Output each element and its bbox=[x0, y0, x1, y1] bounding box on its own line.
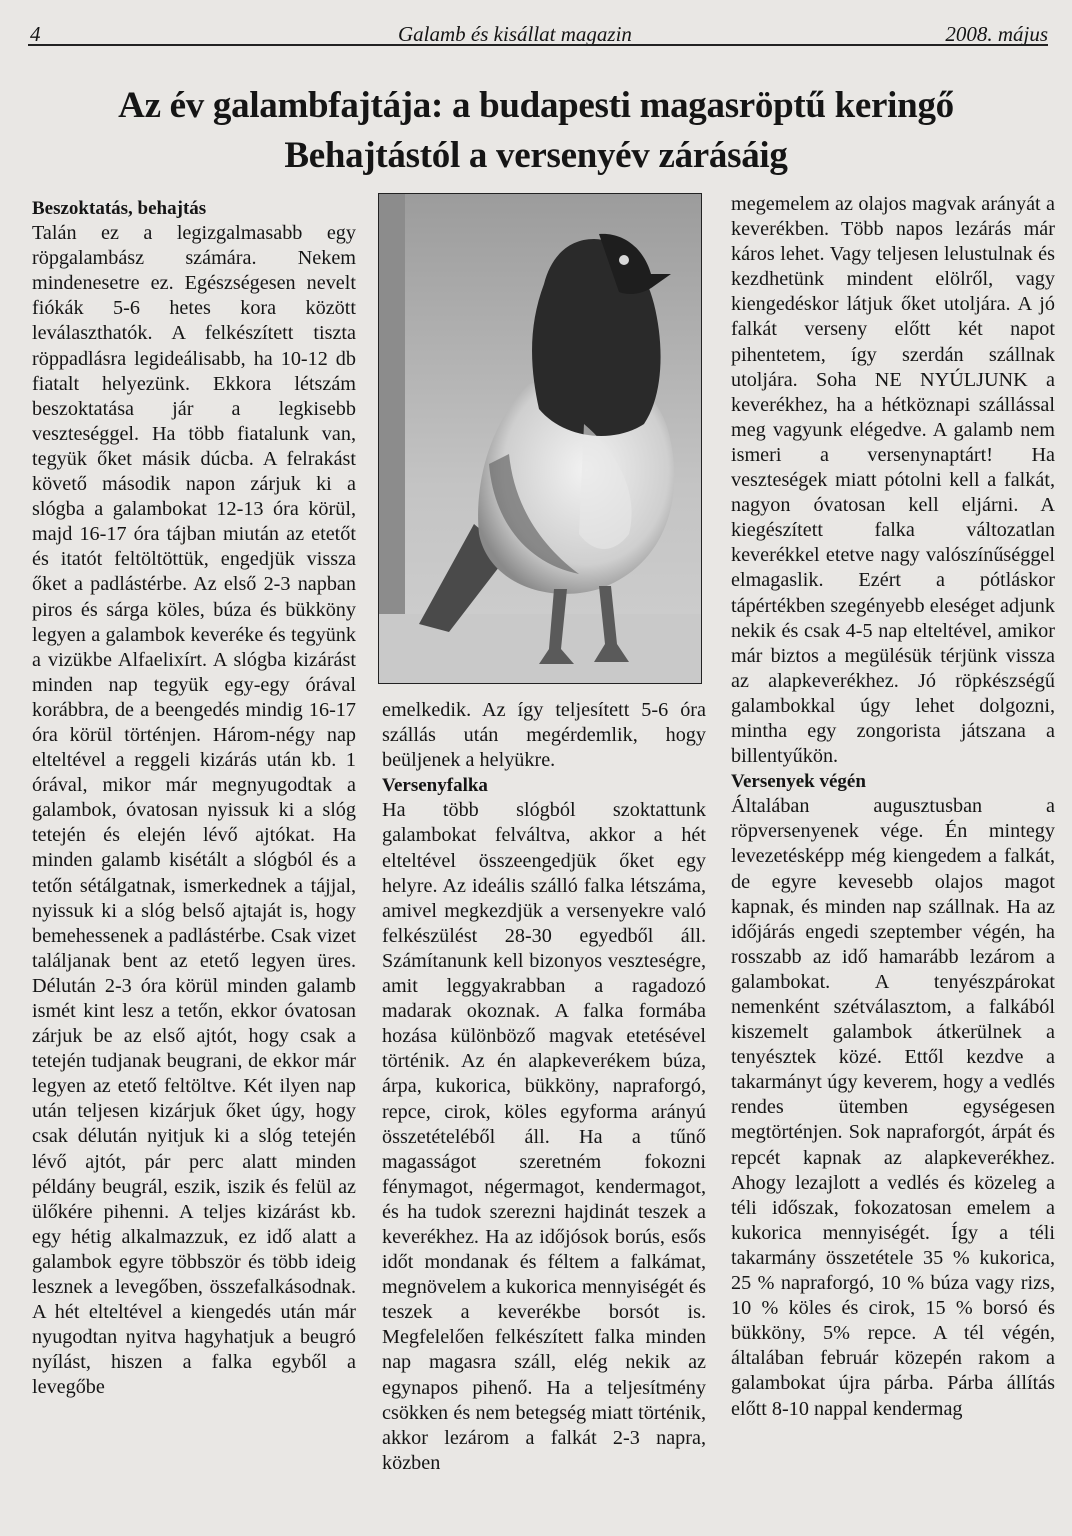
running-header bbox=[0, 18, 1072, 46]
page-number: 4 bbox=[30, 22, 41, 46]
issue-date: 2008. május bbox=[945, 22, 1048, 46]
column-3 bbox=[731, 192, 1055, 1422]
pigeon-photo-icon bbox=[379, 194, 701, 683]
magazine-name: Galamb és kisállat magazin bbox=[398, 22, 632, 46]
article-title: Az év galambfajtája: a budapesti magasröptű keringő bbox=[118, 85, 954, 126]
column-1 bbox=[32, 196, 356, 1401]
column-2-text-a: emelkedik. Az így teljesített 5-6 óra szállás után megérdemlik, hogy beüljenek a helyükre. bbox=[382, 699, 706, 772]
section-heading-versenyfalka: Versenyfalka bbox=[382, 775, 488, 797]
pigeon-photo bbox=[378, 193, 702, 684]
section-heading-beszoktatas: Beszoktatás, behajtás bbox=[32, 198, 207, 219]
column-2 bbox=[382, 698, 706, 1476]
column-3-text-b: Általában augusztusban a röpversenyenek vége. Én mintegy levezetésképp még kiengedem a falkát, de egyre kevesebb olajos magot kapnak, és minden nap szállnak. Ha az időjárás engedi szeptember végén, ha rosszabb az idő hamarább lezárom a galambokat. A tenyészpárokat nemenként szétválasztom, a falkából kiszemelt galambok átkerülnek a tenyésztek közé. Ettől kezdve a takarmányt úgy keverem, hogy a vedlés rendes ütemben egységesen megtörténjen. Sok napraforgót, árpát és repcét kapnak az alapkeverékhez. Ahogy lezajlott a vedlés és közeleg a téli időszak, fokozatosan emelem a kukorica mennyiségét. Így a téli takarmány összetétele 35 % kukorica, 25 % napraforgó, 10 % búza vagy rizs, 10 % köles és cirok, 15 % borsó és bükköny, 5% repce. A tél végén, általában február közepén rakom a galambokat újra párba. Párba állítás előtt 8-10 nappal kendermag bbox=[731, 795, 1055, 1420]
header-rule bbox=[28, 44, 1048, 46]
column-2-text-b: Ha több slógból szoktattunk galambokat felváltva, akkor a hét elteltével összeengedjük őket egy helyre. Az ideális szálló falka létszáma, amivel megkezdjük a versenyekre való felkészülést 28-30 egyedből áll. Számítanunk kell bizonyos veszteségre, amit leggyakrabban a ragadozó madarak okoznak. A falka formába hozása különböző magvak etetésével történik. Az én alapkeverékem búza, árpa, kukorica, bükköny, napraforgó, repce, cirok, köles egyforma arányú összetételéből áll. Ha a tűnő magasságot szeretném fokozni fénymagot, négermagot, kendermagot, és ha tudok szerezni hajdinát teszek a keverékhez. Ha az időjósok borús, esős időt mondanak és féltem a falkámat, megnövelem a kukorica mennyiségét és teszek a keverékbe borsót is. Megfelelően felkészített falka minden nap magasra száll, elég nekik az egynapos pihenő. Ha a teljesítmény csökken és nem betegség miatt történik, akkor lezárom a falkát 2-3 napra, közben bbox=[382, 799, 706, 1474]
article-subtitle: Behajtástól a versenyév zárásáig bbox=[284, 135, 788, 176]
section-heading-versenyek-vegen: Versenyek végén bbox=[731, 771, 866, 793]
column-1-text: Talán ez a legizgalmasabb egy röpgalambász számára. Nekem mindenesetre ez. Egészségesen nevelt fiókák 5-6 hetes kora között leválaszthatók. A felkészített tiszta röppadlásra legideálisabb, ha 10-12 db fiatalt helyezünk. Ekkora létszám beszoktatása jár a legkisebb veszteséggel. Ha több fiatalunk van, tegyük őket másik dúcba. A felrakást követő második napon zárjuk ki a slógba a galambokat 12-13 óra körül, majd 16-17 óra tájban miután az etetőt és itatót feltöltöttük, engedjük vissza őket a padlástérbe. Az első 2-3 napban piros és sárga köles, búza és bükköny legyen a galambok keveréke és tegyünk a vizükbe Alfaelixírt. A slógba kizárást minden nap tegyük egy-egy órával korábbra, de a beengedés mindig 16-17 óra körül történjen. Három-négy nap elteltével a reggeli kizárás után kb. 1 órával, mikor már megnyugodtak a galambok, óvatosan nyissuk ki a slóg tetején és elején lévő ajtókat. Ha minden galamb kisétált a slógból és a tetőn sétálgatnak, ismerkednek a tájjal, nyissuk ki a slóg belső ajtaját is, hogy bemehessenek a padlástérbe. Csak vizet találjanak bent az etető legyen üres. Délután 2-3 óra körül minden galamb ismét kint lesz a tetőn, ekkor óvatosan zárjuk be az első ajtót, hogy csak a tetején tudjanak beugrani, de ekkor már legyen az etető feltöltve. Két ilyen nap után teljesen kizárjuk őket úgy, hogy csak délután nyitjuk ki a slóg tetején lévő ajtót, pár perc alatt minden példány beugrál, eszik, iszik és felül az ülőkére pihenni. A teljes kizárást kb. egy hétig alkalmazzuk, ez idő alatt a galambok egyre többször és több ideig lesznek a levegőben, összefalkásodnak. A hét elteltével a kiengedés után már nyugodtan nyitva hagyhatjuk a beugró nyílást, hiszen a falka egyből a levegőbe bbox=[32, 222, 356, 1399]
column-3-text-a: megemelem az olajos magvak arányát a keverékben. Több napos lezárás már káros lehet. Vagy teljesen lelustulnak és kezdhetünk mindent elölről, vagy kiengedéskor látjuk őket utoljára. A jó falkát verseny előtt két napot pihentetem, így szerdán szállnak utoljára. Soha NE NYÚLJUNK a keverékhez, ha a hétköznapi szállással meg vagyunk elégedve. A galamb nem ismeri a versenynaptárt! Ha veszteségek miatt pótolni kell a falkát, nagyon óvatosan kell eljárni. A kiegészített falka változatlan keverékkel etetve nagy valószínűséggel elmagaslik. Ezért a pótláskor tápértékben szegényebb eleséget adjunk nekik és csak 4-5 nap elteltével, amikor már biztos a megülésük térjünk vissza az alapkeverékhez. Jó röpkészségű galambokkal úgy lehet dolgozni, mintha egy zongorista játszana a billentyűkön. bbox=[731, 193, 1055, 768]
